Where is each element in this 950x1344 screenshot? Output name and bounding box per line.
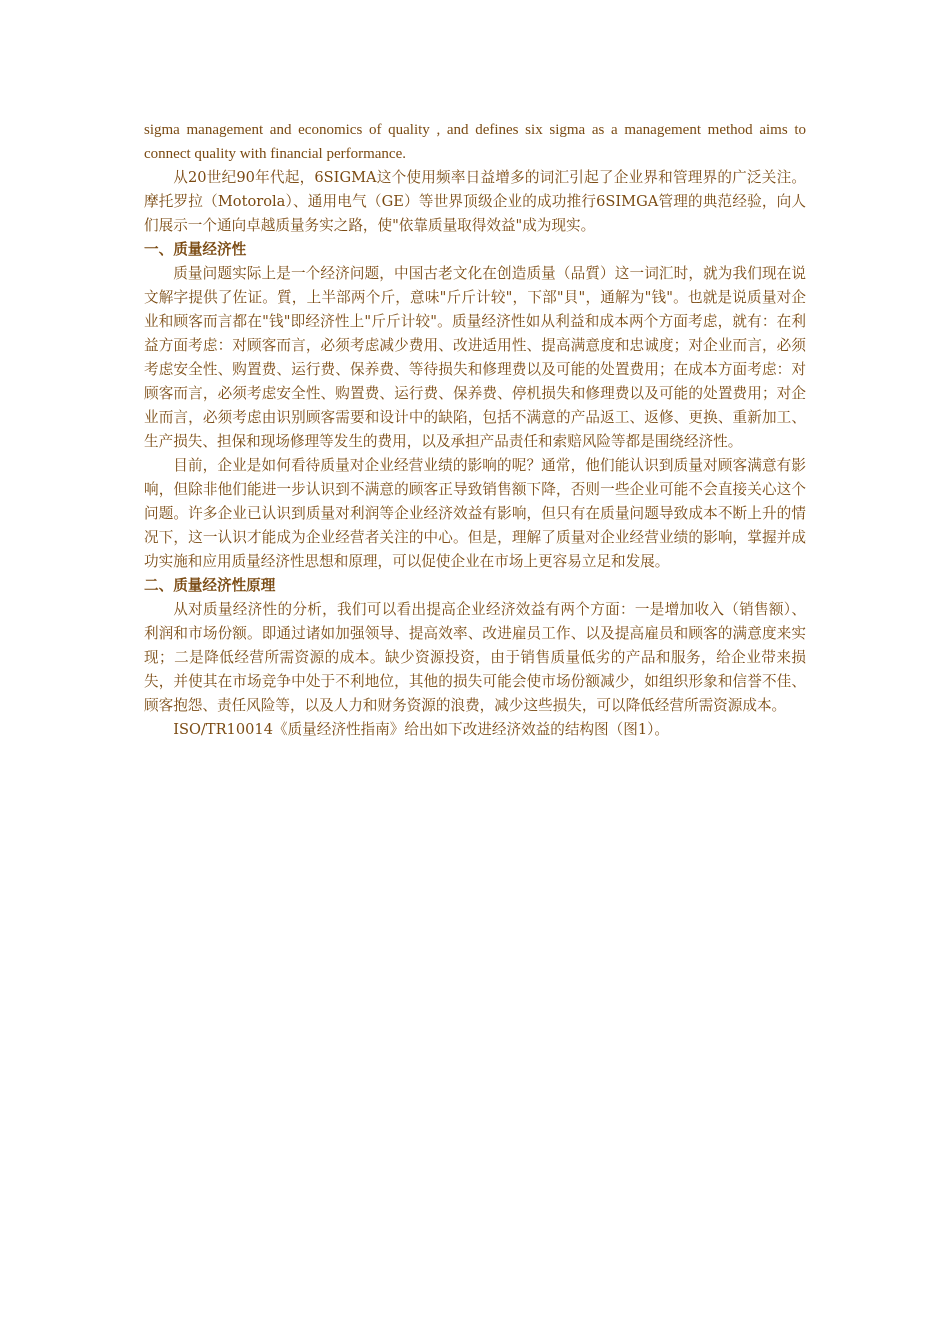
intro-paragraph: 从20世纪90年代起，6SIGMA这个使用频率日益增多的词汇引起了企业界和管理界的广泛关注。摩托罗拉（Motorola）、通用电气（GE）等世界顶级企业的成功推行6SIMGA管理的典范经验，向人们展示一个通向卓越质量务实之路，使"依靠质量取得效益"成为现实。 — [144, 169, 806, 234]
section1-paragraph-2: 目前，企业是如何看待质量对企业经营业绩的影响的呢？通常，他们能认识到质量对顾客满意有影响，但除非他们能进一步认识到不满意的顾客正导致销售额下降，否则一些企业可能不会直接关心这个问题。许多企业已认识到质量对利润等企业经济效益有影响，但只有在质量问题导致成本不断上升的情况下，这一认识才能成为企业经营者关注的中心。但是，理解了质量对企业经营业绩的影响，掌握并成功实施和应用质量经济性思想和原理，可以促使企业在市场上更容易立足和发展。 — [144, 457, 806, 570]
section-heading-quality-economics-principle: 二、质量经济性原理 — [144, 577, 276, 594]
section-heading-quality-economics: 一、质量经济性 — [144, 241, 247, 258]
section2-paragraph-2: ISO/TR10014《质量经济性指南》给出如下改进经济效益的结构图（图1）。 — [173, 721, 669, 738]
section2-paragraph-1: 从对质量经济性的分析，我们可以看出提高企业经济效益有两个方面：一是增加收入（销售额）、利润和市场份额。即通过诸如加强领导、提高效率、改进雇员工作、以及提高雇员和顾客的满意度来实现；二是降低经营所需资源的成本。缺少资源投资，由于销售质量低劣的产品和服务，给企业带来损失，并使其在市场竞争中处于不利地位，其他的损失可能会使市场份额减少，如组织形象和信誉不佳、顾客抱怨、责任风险等，以及人力和财务资源的浪费，减少这些损失，可以降低经营所需资源成本。 — [144, 601, 806, 714]
intro-english-paragraph: sigma management and economics of quality , and defines six sigma as a management method aims to connect quality with financial performance. — [144, 122, 806, 162]
document-body — [144, 118, 806, 742]
section1-paragraph-1: 质量问题实际上是一个经济问题，中国古老文化在创造质量（品質）这一词汇时，就为我们现在说文解字提供了佐证。質，上半部两个斤，意味"斤斤计较"，下部"貝"，通解为"钱"。也就是说质量对企业和顾客而言都在"钱"即经济性上"斤斤计较"。质量经济性如从利益和成本两个方面考虑，就有：在利益方面考虑：对顾客而言，必须考虑减少费用、改进适用性、提高满意度和忠诚度；对企业而言，必须考虑安全性、购置费、运行费、保养费、等待损失和修理费以及可能的处置费用；在成本方面考虑：对顾客而言，必须考虑安全性、购置费、运行费、保养费、停机损失和修理费以及可能的处置费用；对企业而言，必须考虑由识别顾客需要和设计中的缺陷，包括不满意的产品返工、返修、更换、重新加工、生产损失、担保和现场修理等发生的费用，以及承担产品责任和索赔风险等都是围绕经济性。 — [144, 265, 806, 450]
